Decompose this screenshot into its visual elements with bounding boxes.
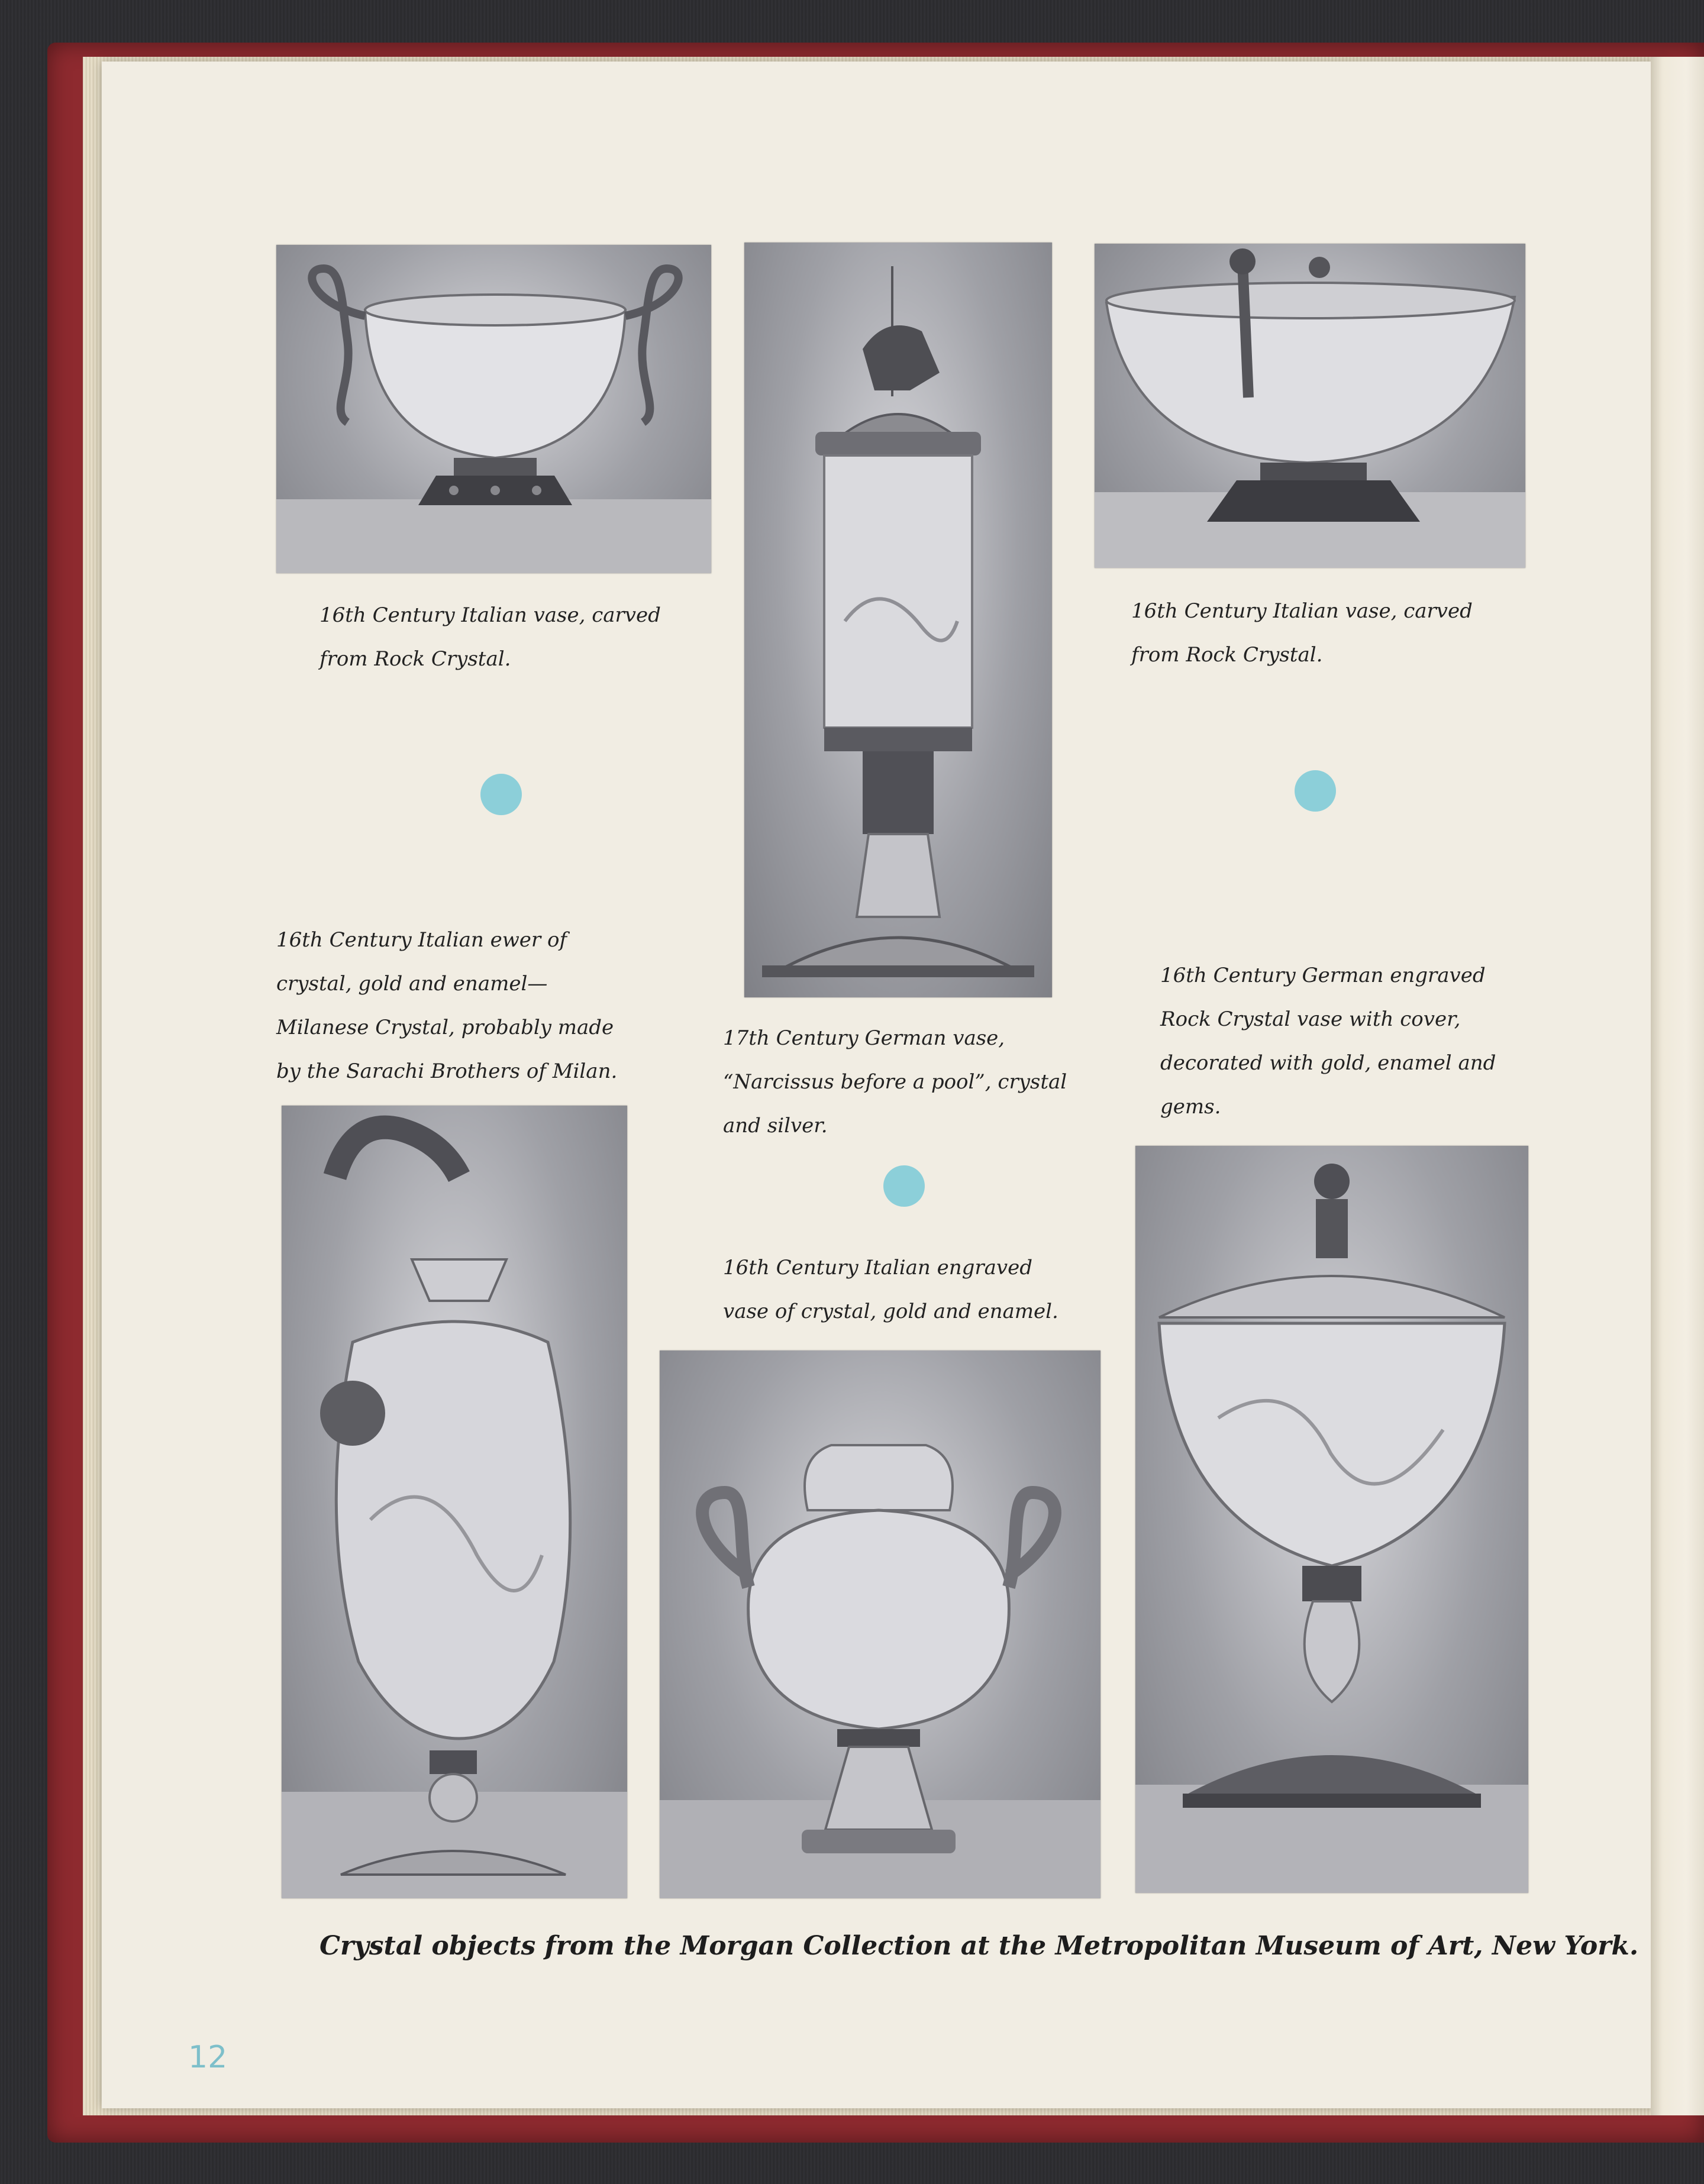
- page-number: 12: [188, 2040, 228, 2075]
- decorative-dot: [883, 1165, 925, 1207]
- decorative-dot: [1295, 770, 1336, 812]
- caption-lower-center: 16th Century Italian engraved vase of crystal, gold and enamel.: [723, 1256, 1058, 1323]
- photo-german-covered-cup: [744, 243, 1052, 997]
- decorative-dot: [480, 774, 522, 815]
- caption-middle-right: 16th Century German engraved Rock Crystal vase with cover, decorated with gold, enamel and gems.: [1160, 964, 1496, 1119]
- facing-page-edge: [1651, 57, 1704, 2115]
- photo-italian-shell-bowl: [1095, 244, 1525, 568]
- caption-middle-center: 17th Century German vase, “Narcissus before a pool”, crystal and silver.: [723, 1026, 1067, 1138]
- caption-middle-left: 16th Century Italian ewer of crystal, gold and enamel—Milanese Crystal, probably made by the Sarachi Brothers of Milan.: [276, 928, 618, 1083]
- photo-german-covered-goblet: [1135, 1146, 1528, 1893]
- caption-top-left: 16th Century Italian vase, carved from Rock Crystal.: [320, 603, 661, 671]
- photo-italian-engraved-vase: [660, 1351, 1100, 1898]
- footer-caption: Crystal objects from the Morgan Collection at the Metropolitan Museum of Art, New York.: [320, 1931, 1639, 1961]
- photo-milanese-ewer: [282, 1106, 627, 1898]
- photo-italian-bowl-handles: [276, 245, 711, 573]
- caption-top-right: 16th Century Italian vase, carved from Rock Crystal.: [1131, 599, 1473, 667]
